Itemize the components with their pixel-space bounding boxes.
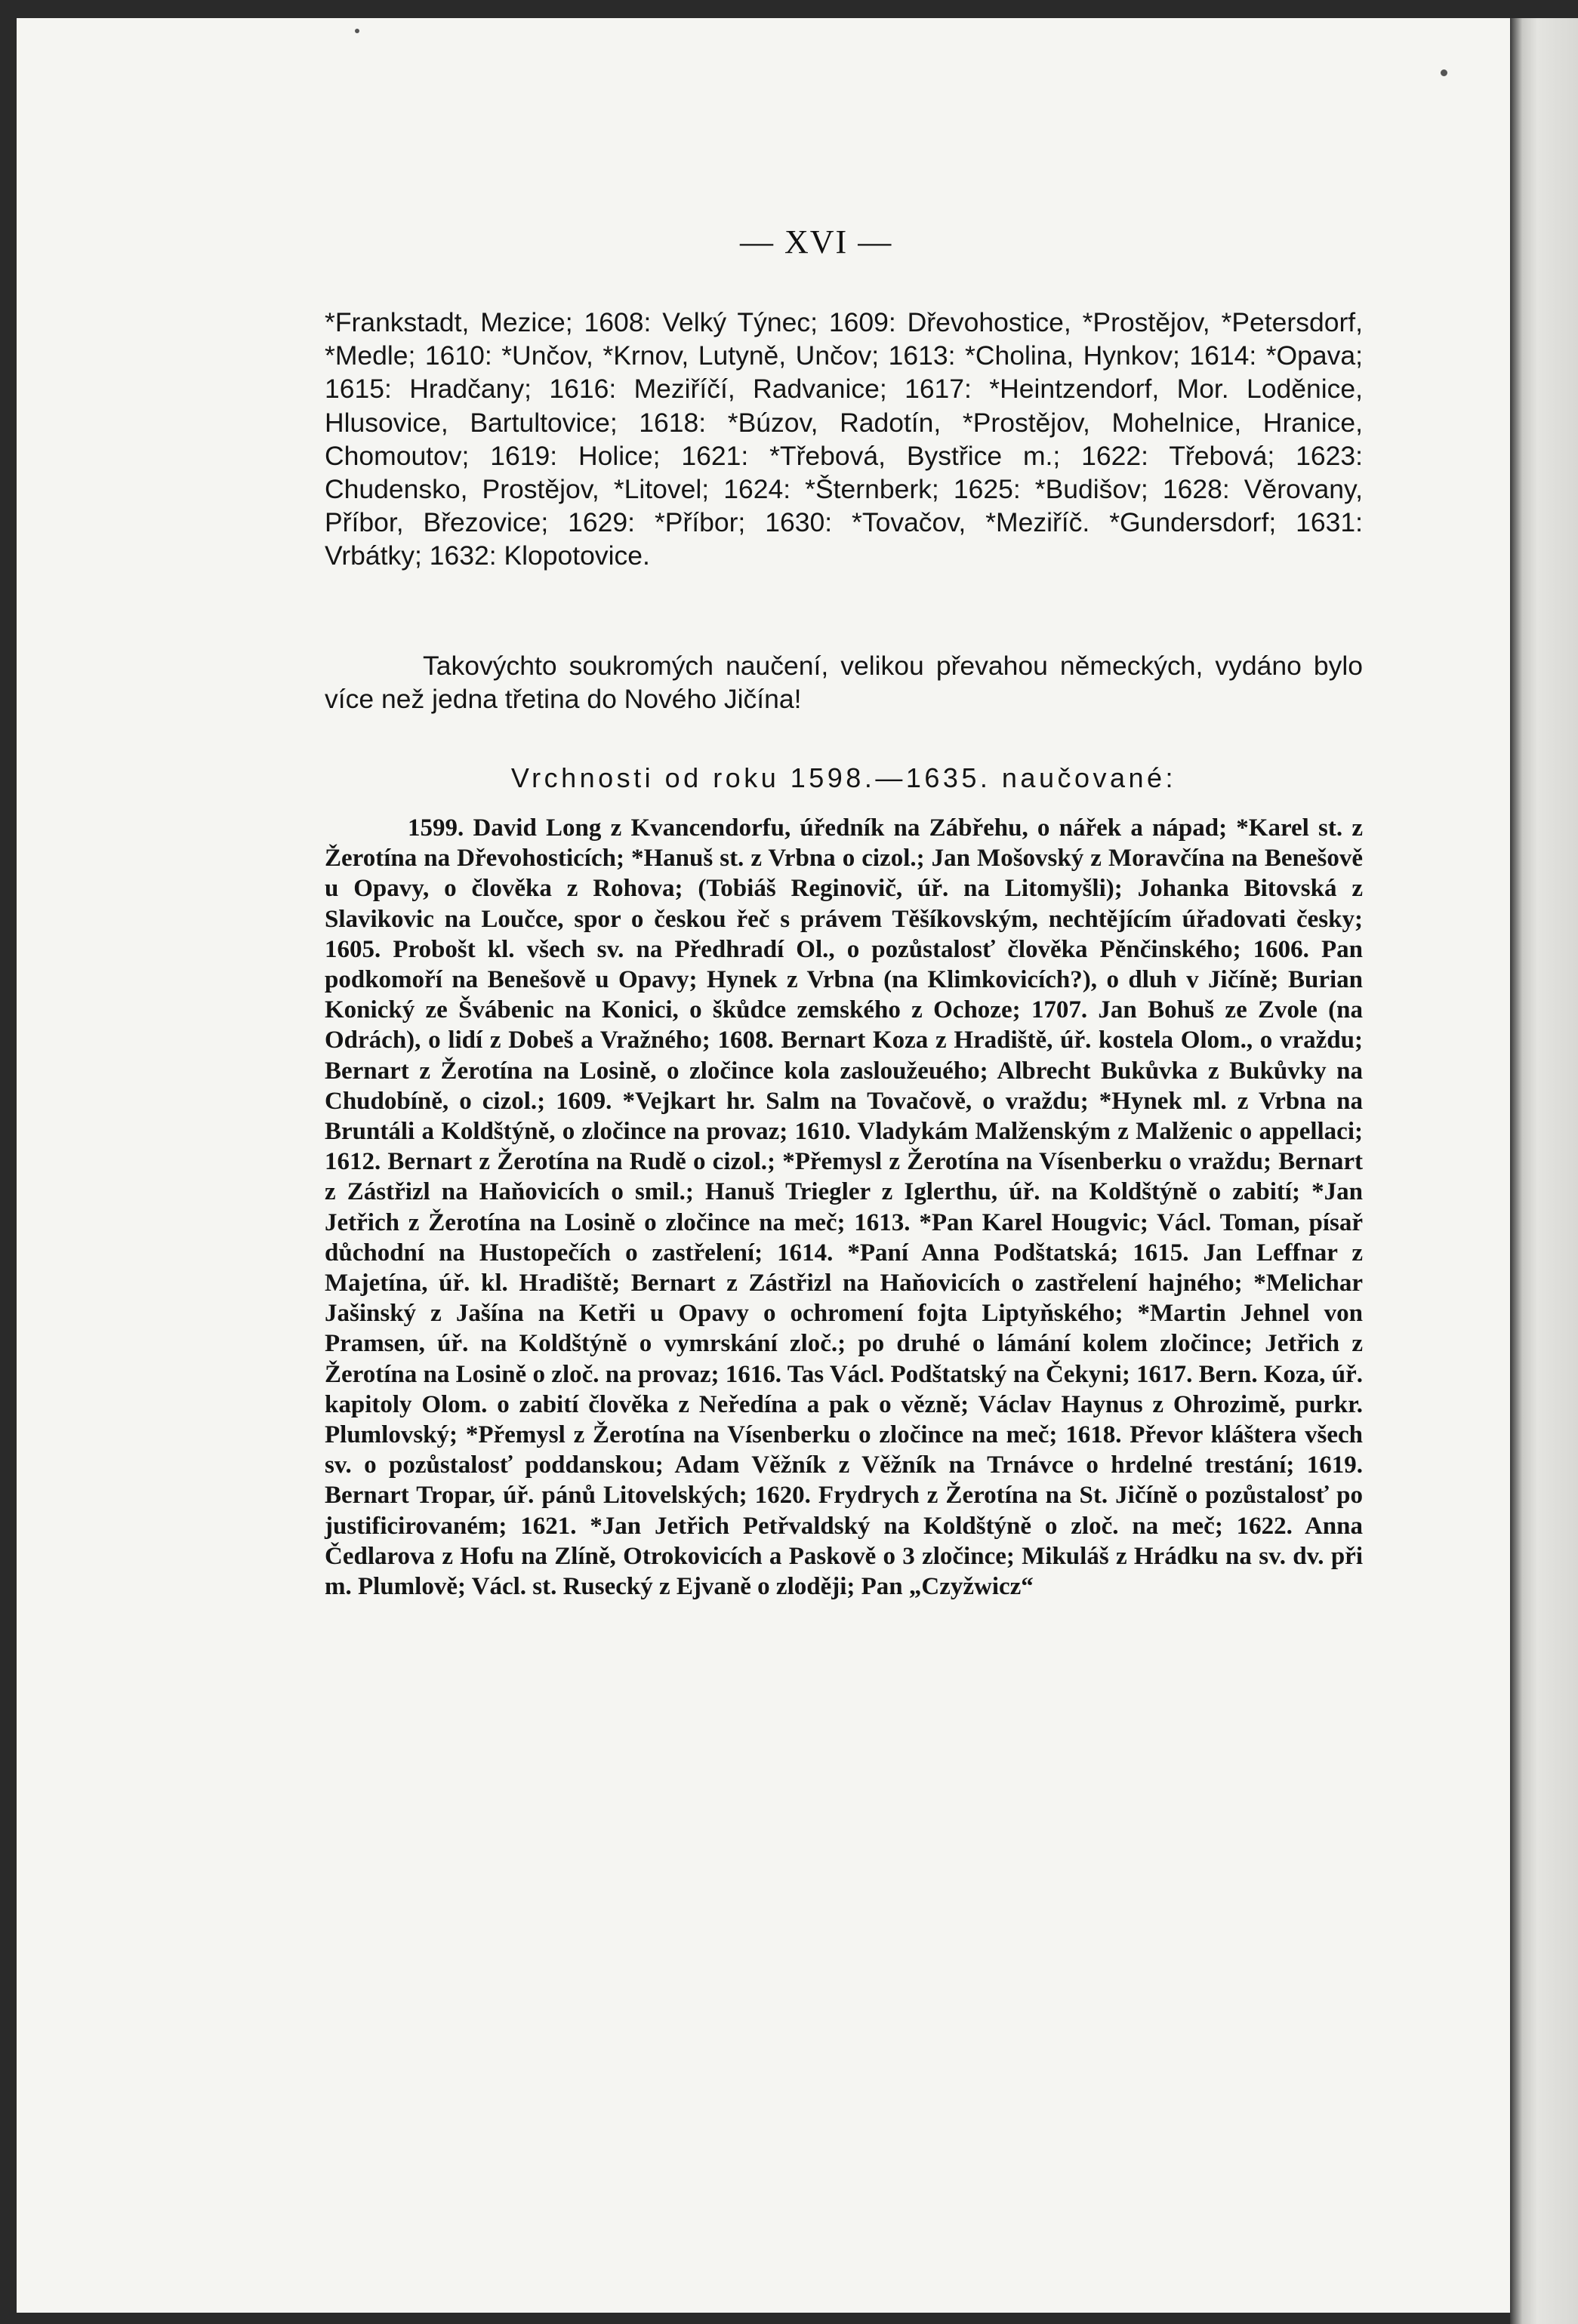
section-heading: Vrchnosti od roku 1598.—1635. naučované: [510,762,1177,793]
page-edge [1510,18,1578,2324]
paragraph-note: Takovýchto soukromých naučení, velikou převahou německých, vydáno bylo více než jedna třetina do Nového Jičína! [325,651,1363,714]
page-number: — XVI — [740,223,893,260]
speck [1441,69,1447,76]
paragraph-place-list: *Frankstadt, Mezice; 1608: Velký Týnec; 1609: Dřevohostice, *Prostějov, *Petersdorf, *Medle; 1610: *Unčov, *Krnov, Lutyně, Unčov; 1613: *Cholina, Hynkov; 1614: *Opava; 1615: Hradčany; 1616: Meziříčí, Radvanice; 1617: *Heintzendorf, Mor. Loděnice, Hlusovice, Bartultovice; 1618: *Búzov, Radotín, *Prostějov, Mohelnice, Hranice, Chomoutov; 1619: Holice; 1621: *Třebová, Bystřice m.; 1622: Třebová; 1623: Chudensko, Prostějov, *Litovel; 1624: *Šternberk; 1625: *Budišov; 1628: Věrovany, Příbor, Březovice; 1629: *Příbor; 1630: *Tovačov, *Meziříč. *Gundersdorf; 1631: Vrbátky; 1632: Klopotovice. [325,307,1363,571]
speck [355,29,359,33]
paragraph-lords-list: 1599. David Long z Kvancendorfu, úředník na Zábřehu, o nářek a nápad; *Karel st. z Žerotína na Dřevohosticích; *Hanuš st. z Vrbna o cizol.; Jan Mošovský z Moravčína na Benešově u Opavy, o člověka z Rohova; (Tobiáš Reginovič, úř. na Litomyšli); Johanka Bitovská z Slavikovic na Loučce, spor o českou řeč s právem Těšíkovským, nechtějícím úřadovati česky; 1605. Probošt kl. všech sv. na Předhradí Ol., o pozůstalosť člověka Pěnčinského; 1606. Pan podkomoří na Benešově u Opavy; Hynek z Vrbna (na Klimkovicích?), o dluh v Jičíně; Burian Konický ze Švábenic na Konici, o škůdce zemského z Ochoze; 1707. Jan Bohuš ze Zvole (na Odrách), o lidí z Dobeš a Vražného; 1608. Bernart Koza z Hradiště, úř. kostela Olom., o vraždu; Bernart z Žerotína na Losině, o zločince kola zasloužeuého; Albrecht Bukůvka z Bukůvky na Chudobíně, o cizol.; 1609. *Vejkart hr. Salm na Tovačově, o vraždu; *Hynek ml. z Vrbna na Bruntáli a Koldštýně, o zločince na provaz; 1610. Vladykám Malženským z Malženic o appellaci; 1612. Bernart z Žerotína na Rudě o cizol.; *Přemysl z Žerotína na Vísenberku o vraždu; Bernart z Zástřizl na Haňovicích o smil.; Hanuš Triegler z Iglerthu, úř. na Koldštýně o zabití; *Jan Jetřich z Žerotína na Losině o zločince na meč; 1613. *Pan Karel Hougvic; Václ. Toman, písař důchodní na Hustopečích o zastřelení; 1614. *Paní Anna Podštatská; 1615. Jan Leffnar z Majetína, úř. kl. Hradiště; Bernart z Zástřizl na Haňovicích o zastřelení hajného; *Melichar Jašinský z Jašína na Ketři u Opavy o ochromení fojta Liptyňského; *Martin Jehnel von Pramsen, úř. na Koldštýně o vymrskání zloč.; po druhé o lámání kolem zločince; Jetřich z Žerotína na Losině o zloč. na provaz; 1616. Tas Václ. Podštatský na Čekyni; 1617. Bern. Koza, úř. kapitoly Olom. o zabití člověka z Neředína a pak o vězně; Václav Haynus z Ohrozimě, purkr. Plumlovský; *Přemysl z Žerotína na Vísenberku o zločince na meč; 1618. Převor kláštera všech sv. o pozůstalosť poddanskou; Adam Věžník z Věžník na Trnávce o hrdelné trestání; 1619. Bernart Tropar, úř. pánů Litovelských; 1620. Frydrych z Žerotína na St. Jičíně o pozůstalosť po justificirovaném; 1621. *Jan Jetřich Petřvaldský na Koldštýně o zloč. na meč; 1622. Anna Čedlarova z Hofu na Zlíně, Otrokovicích a Paskově o 3 zločince; Mikuláš z Hrádku na sv. dv. při m. Plumlově; Václ. st. Rusecký z Ejvaně o zloději; Pan „Czyžwicz“ [325,814,1363,1601]
